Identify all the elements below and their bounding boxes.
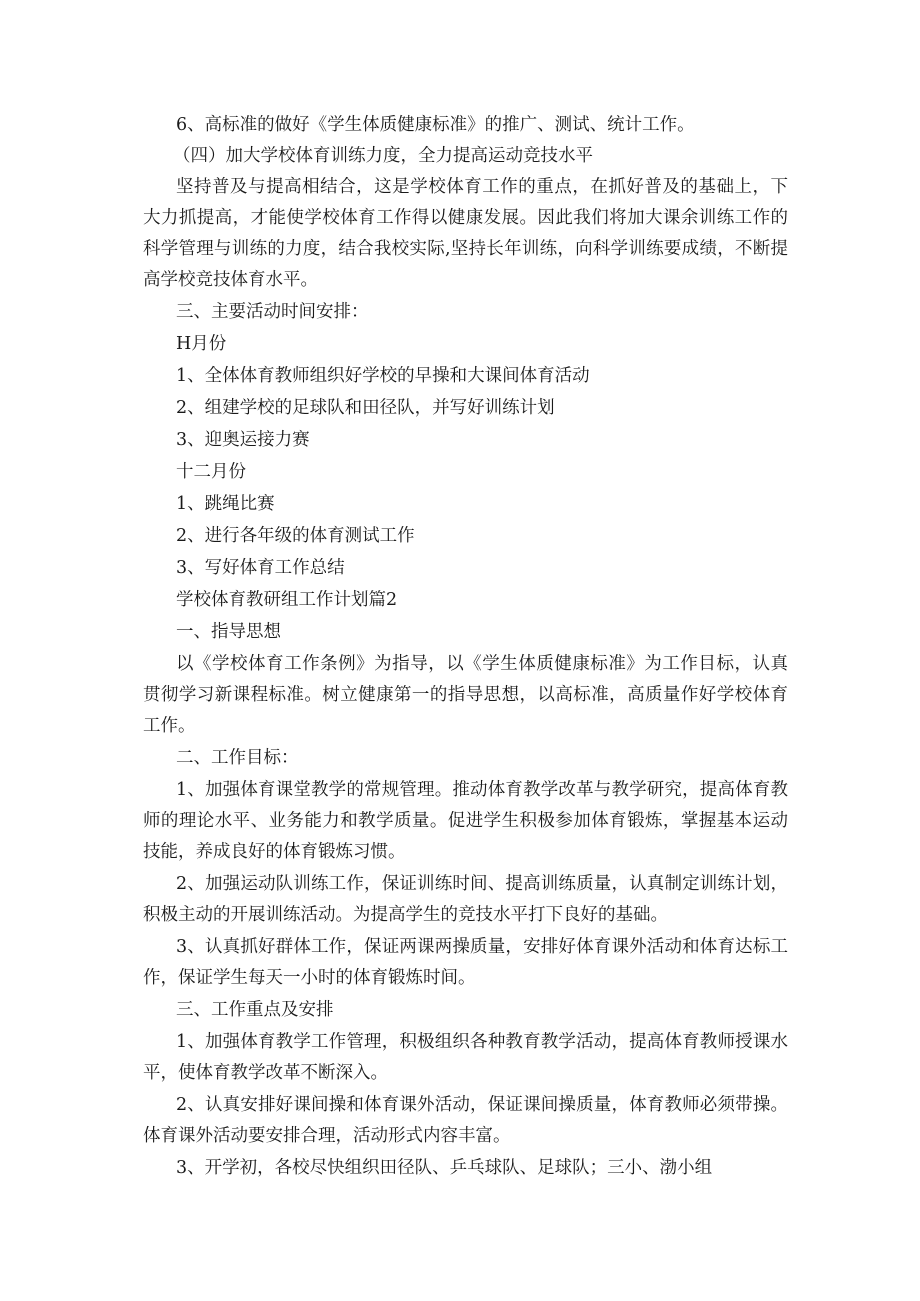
document-body (143, 110, 788, 1184)
section-heading-2: 二、工作目标： (176, 748, 299, 768)
paragraph-focus-2: 2、认真安排好课间操和体育课外活动，保证课间操质量，体育教师必须带操。体育课外活动要安排合理，活动形式内容丰富。 (143, 1095, 788, 1146)
section-heading-4: （四）加大学校体育训练力度，全力提高运动竞技水平 (173, 146, 593, 166)
list-item: 2、组建学校的足球队和田径队，并写好训练计划 (176, 398, 555, 418)
paragraph-focus-1: 1、加强体育教学工作管理，积极组织各种教育教学活动，提高体育教师授课水平，使体育教学改革不断深入。 (143, 1032, 788, 1083)
paragraph-guiding: 以《学校体育工作条例》为指导，以《学生体质健康标准》为工作目标，认真贯彻学习新课程标准。树立健康第一的指导思想，以高标准，高质量作好学校体育工作。 (143, 654, 788, 736)
paragraph-item-6: 6、高标准的做好《学生体质健康标准》的推广、测试、统计工作。 (176, 115, 695, 135)
month-heading-2: 十二月份 (176, 462, 246, 482)
month-heading-1: H月份 (176, 334, 227, 354)
list-item: 1、跳绳比赛 (176, 494, 275, 514)
paragraph-training: 坚持普及与提高相结合，这是学校体育工作的重点，在抓好普及的基础上，下大力抓提高，才能使学校体育工作得以健康发展。因此我们将加大课余训练工作的科学管理与训练的力度，结合我校实际,坚持长年训练，向科学训练要成绩，不断提高学校竞技体育水平。 (143, 177, 788, 290)
list-item: 3、写好体育工作总结 (176, 558, 345, 578)
list-item: 3、迎奥运接力赛 (176, 430, 310, 450)
section-heading-1: 一、指导思想 (176, 622, 281, 642)
list-item: 2、进行各年级的体育测试工作 (176, 526, 415, 546)
section-heading-3b: 三、工作重点及安排 (176, 1000, 334, 1020)
section-heading-3: 三、主要活动时间安排： (176, 302, 369, 322)
list-item: 1、全体体育教师组织好学校的早操和大课间体育活动 (176, 366, 590, 386)
document-title-2: 学校体育教研组工作计划篇2 (176, 590, 398, 610)
paragraph-focus-3: 3、开学初，各校尽快组织田径队、乒乓球队、足球队；三小、渤小组 (176, 1158, 713, 1178)
paragraph-goal-3: 3、认真抓好群体工作，保证两课两操质量，安排好体育课外活动和体育达标工作，保证学生每天一小时的体育锻炼时间。 (143, 937, 788, 988)
paragraph-goal-2: 2、加强运动队训练工作，保证训练时间、提高训练质量，认真制定训练计划，积极主动的开展训练活动。为提高学生的竞技水平打下良好的基础。 (143, 874, 788, 925)
paragraph-goal-1: 1、加强体育课堂教学的常规管理。推动体育教学改革与教学研究，提高体育教师的理论水平、业务能力和教学质量。促进学生积极参加体育锻炼，掌握基本运动技能，养成良好的体育锻炼习惯。 (143, 780, 788, 862)
